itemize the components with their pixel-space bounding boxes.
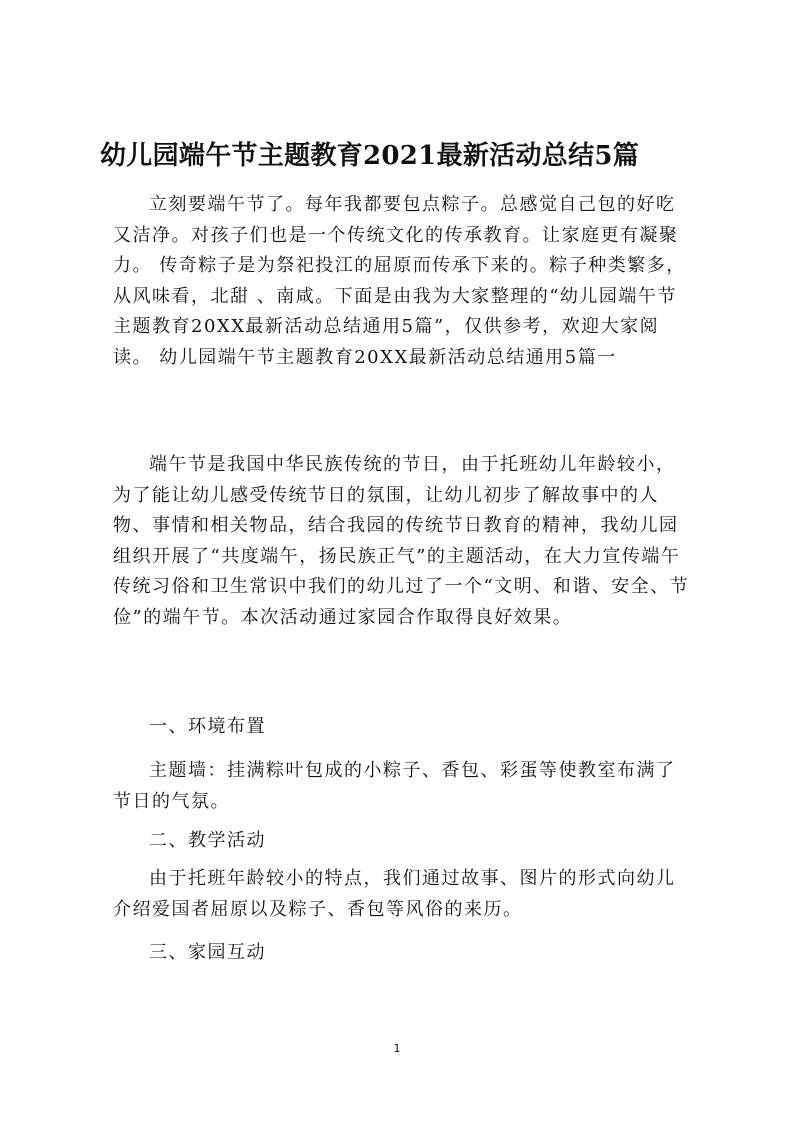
section-body-environment: 主题墙：挂满粽叶包成的小粽子、香包、彩蛋等使教室布满了节日的气氛。 — [113, 760, 676, 812]
overview-paragraph: 端午节是我国中华民族传统的节日，由于托班幼儿年龄较小，为了能让幼儿感受传统节日的氛围，让幼儿初步了解故事中的人物、事情和相关物品，结合我园的传统节日教育的精神，我幼儿园组织开展了“共度端午，扬民族正气”的主题活动，在大力宣传端午传统习俗和卫生常识中我们的幼儿过了一个“文明、和谐、安全、节俭”的端午节。本次活动通过家园合作取得良好效果。 — [113, 454, 690, 628]
page-number: 1 — [393, 1042, 401, 1055]
section-heading-home-school: 三、家园互动 — [149, 942, 266, 963]
section-heading-teaching: 二、教学活动 — [149, 830, 266, 851]
document-title: 幼儿园端午节主题教育2021最新活动总结5篇 — [100, 141, 640, 171]
section-body-teaching: 由于托班年龄较小的特点，我们通过故事、图片的形式向幼儿介绍爱国者屈原以及粽子、香包等风俗的来历。 — [113, 868, 676, 920]
intro-paragraph: 立刻要端午节了。每年我都要包点粽子。总感觉自己包的好吃又洁净。对孩子们也是一个传统文化的传承教育。让家庭更有凝聚力。 传奇粽子是为祭祀投江的屈原而传承下来的。粽子种类繁多，从风味看，北甜 、南咸。下面是由我为大家整理的“幼儿园端午节主题教育20XX最新活动总结通用5篇”，仅供参考，欢迎大家阅读。 幼儿园端午节主题教育20XX最新活动总结通用5篇一 — [113, 194, 686, 368]
section-heading-environment: 一、环境布置 — [149, 716, 266, 737]
